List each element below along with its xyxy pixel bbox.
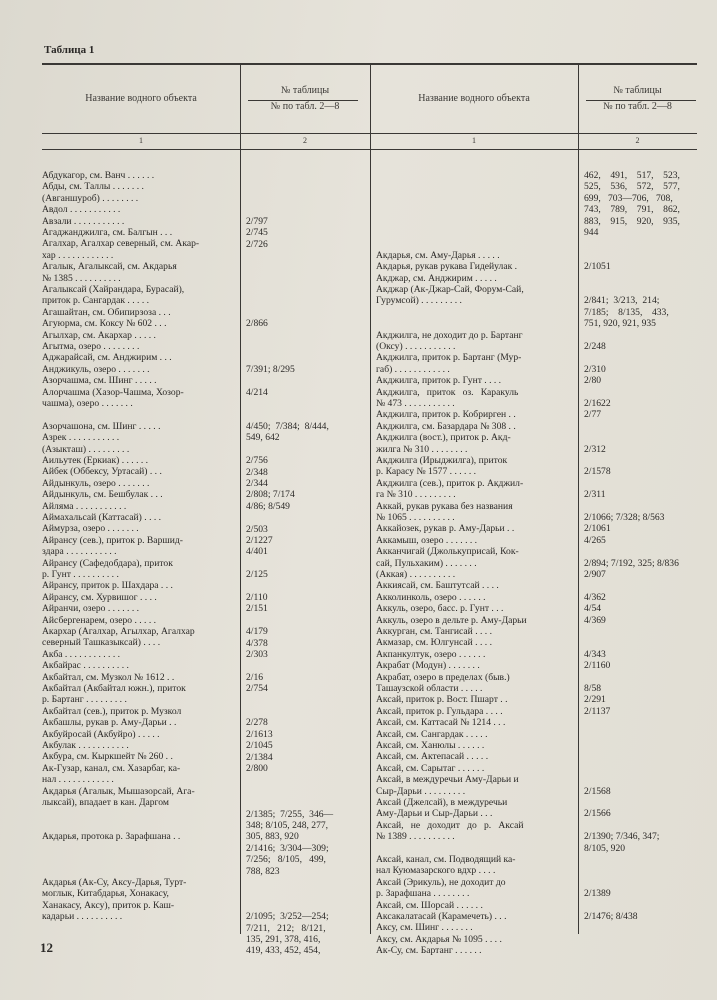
colnum-left-2: 2 <box>303 136 307 145</box>
entry-name-line: Акджар, см. Анджирим . . . . . <box>376 272 497 284</box>
entry-name-line: Акбайтал, см. Музкол № 1612 . . <box>42 671 175 683</box>
entry-name-line: Ханакасу, Аксу), приток р. Каш- <box>42 899 175 911</box>
entry-ref-line: 2/348 <box>246 466 268 478</box>
header-table-left-2: № по табл. 2—8 <box>270 101 340 112</box>
entry-name-line: (Авганшуроб) . . . . . . . . <box>42 192 139 204</box>
entry-name-line: № 1065 . . . . . . . . . . <box>376 512 455 523</box>
entry-name-line: Анджикуль, озеро . . . . . . . <box>42 363 150 375</box>
entry-name-line: Аджарайсай, см. Анджирим . . . <box>42 352 172 364</box>
colnum-right-1: 1 <box>472 136 476 145</box>
entry-name-line: Аксай, см. Ханюлы . . . . . . <box>376 740 485 751</box>
entry-name-line: северный Ташказыксай) . . . . <box>42 637 161 649</box>
entry-name-line: Гурумсой) . . . . . . . . . <box>376 295 462 307</box>
entry-name-line: лыксай), впадает в кан. Даргом <box>42 797 169 808</box>
entry-name-line: Акдарья (Агалык, Мышазорсай, Ага- <box>42 785 195 797</box>
entry-name-line: Акджилга, см. Базардара № 308 . . <box>376 420 516 432</box>
entry-name-line: р. Зарафшана . . . . . . . . <box>376 888 470 900</box>
entry-name-line: габ) . . . . . . . . . . . . <box>376 363 450 375</box>
entry-ref-line: 2/503 <box>246 523 268 535</box>
entry-ref-line: 2/841; 3/213, 214; <box>584 295 660 307</box>
entry-ref-line: 419, 433, 452, 454, <box>246 945 321 957</box>
entry-name-line: р. Карасу № 1577 . . . . . . <box>376 466 477 478</box>
entry-ref-line: 788, 823 <box>246 865 280 877</box>
entry-name-line: Абдукагор, см. Ванч . . . . . . <box>42 170 155 181</box>
header-table-left-1: № таблицы <box>280 85 330 96</box>
entry-name-line: Азорчашона, см. Шинг . . . . . <box>42 420 161 432</box>
entry-name-line: Акбура, см. Кыркшейт № 260 . . <box>42 751 173 763</box>
entry-name-line: № 473 . . . . . . . . . . . <box>376 398 455 409</box>
entry-ref-line: 2/808; 7/174 <box>246 489 295 501</box>
entry-name-line: Сыр-Дарьи . . . . . . . . . <box>376 785 466 797</box>
entry-name-line: Айрансу (сев.), приток р. Варшид- <box>42 534 183 546</box>
entry-name-line: (Оксу) . . . . . . . . . . . <box>376 341 456 352</box>
header-table-right-2: № по табл. 2—8 <box>603 101 672 112</box>
entry-ref-line: 7/211, 212; 8/121, <box>246 922 326 934</box>
entry-ref-line: 2/312 <box>584 443 606 455</box>
entry-ref-line: 2/1095; 3/252—254; <box>246 911 329 923</box>
entry-ref-line: 2/1227 <box>246 535 273 546</box>
entry-ref-line: 2/756 <box>246 455 268 467</box>
entry-ref-line: 4/54 <box>584 603 602 615</box>
left-names-column <box>42 170 238 930</box>
entry-name-line: Айранчи, озеро . . . . . . . <box>42 603 140 615</box>
entry-name-line: Аймурза, озеро . . . . . . . <box>42 523 139 535</box>
entry-ref-line: 135, 291, 378, 416, <box>246 934 321 945</box>
entry-ref-line: 2/1137 <box>584 705 611 717</box>
entry-name-line: Аксай, приток р. Вост. Пшарт . . <box>376 694 508 706</box>
entry-name-line: Акархар (Агалхар, Агылхар, Агалхар <box>42 626 195 637</box>
entry-ref-line: 2/1578 <box>584 466 611 478</box>
entry-name-line: Азрек . . . . . . . . . . . <box>42 432 120 444</box>
entry-name-line: Аксай, см. Сарытаг . . . . . . <box>376 762 485 774</box>
entry-ref-line: 4/86; 8/549 <box>246 500 290 512</box>
entry-name-line: нал Куюмазарского вдхр . . . . <box>376 865 496 877</box>
entry-ref-line: 2/1051 <box>584 261 611 273</box>
entry-name-line: приток р. Сангардак . . . . . <box>42 295 150 307</box>
entry-name-line: Аксай, см. Каттасай № 1214 . . . <box>376 717 506 729</box>
divider-left-refs <box>240 64 241 934</box>
entry-ref-line: 462, 491, 517, 523, <box>584 170 680 181</box>
entry-ref-line: 2/1613 <box>246 728 273 740</box>
entry-name-line: Акбайтал (Акбайтал южн.), приток <box>42 683 186 694</box>
entry-name-line: Акдарья (Ак-Су, Аксу-Дарья, Турт- <box>42 876 187 888</box>
entry-name-line: Айдынкуль, см. Бешбулак . . . <box>42 489 163 501</box>
entry-name-line: Аксакалатасай (Карамечеть) . . . <box>376 911 507 922</box>
entry-name-line: Аильутек (Еркиак) . . . . . . <box>42 455 149 466</box>
entry-name-line: Айдынкуль, озеро . . . . . . . <box>42 477 150 489</box>
entry-name-line: Акколинколь, озеро . . . . . . <box>376 591 486 603</box>
entry-name-line: сай, Пульхаким) . . . . . . . <box>376 557 477 569</box>
entry-ref-line: 2/1160 <box>584 660 611 672</box>
entry-name-line: Агалык, Агалыксай, см. Акдарья <box>42 261 177 273</box>
entry-name-line: Акбайтал (сев.), приток р. Музкол <box>42 705 182 717</box>
entry-ref-line: 2/754 <box>246 683 268 695</box>
entry-ref-line: 2/726 <box>246 238 268 250</box>
header-name-right: Название водного объекта <box>418 93 530 104</box>
entry-ref-line: 883, 915, 920, 935, <box>584 215 680 227</box>
entry-ref-line: 699, 703—706, 708, <box>584 192 673 204</box>
entry-ref-line: 4/369 <box>584 614 606 626</box>
entry-name-line: Ак-Су, см. Бартанг . . . . . . <box>376 945 482 957</box>
entry-ref-line: 2/894; 7/192, 325; 8/836 <box>584 557 679 569</box>
entry-ref-line: 2/907 <box>584 569 606 580</box>
entry-name-line: Аксу, см. Шинг . . . . . . . <box>376 922 473 934</box>
entry-ref-line: 549, 642 <box>246 432 280 444</box>
entry-name-line: Акджилга, приток р. Бартанг (Мур- <box>376 352 522 364</box>
page-number: 12 <box>40 940 53 955</box>
entry-ref-line: 2/77 <box>584 409 602 421</box>
entry-name-line: Агалхар, Агалхар северный, см. Акар- <box>42 238 200 250</box>
entry-ref-line: 4/362 <box>584 591 606 603</box>
entry-ref-line: 4/343 <box>584 648 606 660</box>
entry-name-line: Агуюрма, см. Коксу № 602 . . . <box>42 318 167 330</box>
entry-name-line: Акбуйросай (Акбуйро) . . . . . <box>42 728 160 740</box>
entry-name-line: № 1385 . . . . . . . . . . <box>42 272 121 284</box>
entry-name-line: Авдол . . . . . . . . . . . <box>42 204 121 216</box>
entry-name-line: Акджилга, приток оз. Каракуль <box>376 386 519 398</box>
divider-right-refs <box>578 64 579 934</box>
entry-name-line: Айрансу, см. Хурвишог . . . . <box>42 591 157 603</box>
entry-name-line: Акджилга, не доходит до р. Бартанг <box>376 329 523 341</box>
entry-name-line: Агытма, озеро . . . . . . . . <box>42 341 140 352</box>
entry-name-line: Агылхар, см. Акархар . . . . . <box>42 329 156 341</box>
entry-name-line: Авзали . . . . . . . . . . . <box>42 215 125 227</box>
entry-ref-line: 2/1568 <box>584 785 611 797</box>
entry-name-line: Акджилга (сев.), приток р. Акджил- <box>376 477 524 489</box>
entry-name-line: р. Гунт . . . . . . . . . . <box>42 569 119 580</box>
entry-name-line: Аксай, не доходит до р. Аксай <box>376 819 524 831</box>
entry-name-line: Аксай, канал, см. Подводящий ка- <box>376 854 516 865</box>
entry-name-line: Аксу, см. Акдарья № 1095 . . . . <box>376 933 502 945</box>
entry-name-line: Акджилга, приток р. Гунт . . . . <box>376 375 502 387</box>
entry-ref-line: 2/1390; 7/346, 347; <box>584 831 660 843</box>
entry-name-line: кадарьи . . . . . . . . . . <box>42 911 123 922</box>
entry-name-line: Акбайрас . . . . . . . . . . <box>42 660 129 672</box>
entry-name-line: (Азыкташ) . . . . . . . . . <box>42 443 130 455</box>
entry-name-line: Аксай, см. Сангардак . . . . . <box>376 728 488 740</box>
entry-ref-line: 2/125 <box>246 569 268 581</box>
entry-ref-line: 7/391; 8/295 <box>246 364 295 375</box>
entry-ref-line: 2/1476; 8/438 <box>584 911 638 922</box>
entry-name-line: га № 310 . . . . . . . . . <box>376 489 456 501</box>
entry-name-line: Акдарья, протока р. Зарафшана . . <box>42 831 181 843</box>
divider-middle <box>370 64 371 934</box>
entry-name-line: Азорчашма, см. Шинг . . . . . <box>42 375 157 387</box>
entry-ref-line: 2/1385; 7/255, 346— <box>246 808 334 820</box>
entry-name-line: Акджилга (Ирыджилга), приток <box>376 455 508 466</box>
entry-ref-line: 2/1622 <box>584 398 611 409</box>
entry-name-line: Аму-Дарьи и Сыр-Дарьи . . . <box>376 808 493 820</box>
entry-ref-line: 4/401 <box>246 546 268 558</box>
entry-name-line: жилга № 310 . . . . . . . . <box>376 443 468 455</box>
entry-ref-line: 2/797 <box>246 215 268 227</box>
entry-name-line: Аккуль, озеро в дельте р. Аму-Дарьи <box>376 614 527 626</box>
entry-name-line: здара . . . . . . . . . . . <box>42 546 117 558</box>
entry-name-line: Аккай, рукав рукава без названия <box>376 500 513 512</box>
entry-ref-line: 751, 920, 921, 935 <box>584 318 656 330</box>
entry-name-line: Абды, см. Таллы . . . . . . . <box>42 181 144 193</box>
entry-name-line: Акрабат (Модун) . . . . . . . <box>376 660 480 672</box>
entry-ref-line: 2/1566 <box>584 808 611 820</box>
entry-name-line: Аксай (Эрикуль), не доходит до <box>376 876 506 888</box>
entry-name-line: Аккуль, озеро, басс. р. Гунт . . . <box>376 603 504 615</box>
entry-ref-line: 2/866 <box>246 318 268 330</box>
entry-name-line: Айрансу, приток р. Шахдара . . . <box>42 580 173 592</box>
entry-name-line: Аккамыш, озеро . . . . . . . <box>376 534 478 546</box>
entry-ref-line: 525, 536, 572, 577, <box>584 181 680 193</box>
entry-ref-line: 944 <box>584 227 599 238</box>
colnum-left-1: 1 <box>139 136 143 145</box>
entry-name-line: Аксай (Джелсай), в междуречьи <box>376 797 508 808</box>
entry-ref-line: 2/1045 <box>246 740 273 752</box>
entry-name-line: Акдарья, см. Аму-Дарья . . . . . <box>376 249 500 261</box>
entry-ref-line: 2/1061 <box>584 523 611 535</box>
entry-name-line: Ак-Гузар, канал, см. Хазарбаг, ка- <box>42 762 181 774</box>
entry-name-line: Акдарья, рукав рукава Гидейулак . <box>376 261 518 273</box>
entry-name-line: хар . . . . . . . . . . . . <box>42 249 114 261</box>
entry-ref-line: 4/265 <box>584 534 606 546</box>
entry-name-line: Аксай, приток р. Гульдара . . . . <box>376 705 503 717</box>
entry-name-line: Аккиясай, см. Баштутсай . . . . <box>376 580 499 592</box>
entry-name-line: Акрабат, озеро в пределах (быв.) <box>376 671 510 683</box>
entry-ref-line: 305, 883, 920 <box>246 831 299 843</box>
header-name-left: Название водного объекта <box>85 93 197 104</box>
entry-ref-line: 2/291 <box>584 694 606 706</box>
entry-name-line: Аксай, см. Шорсай . . . . . . <box>376 899 483 911</box>
entry-name-line: моглык, Китабдарья, Хонакасу, <box>42 888 169 900</box>
table-title: Таблица 1 <box>44 44 95 56</box>
entry-name-line: Акканчигай (Джолькуприсай, Кок- <box>376 546 519 558</box>
entry-name-line: Акджилга (вост.), приток р. Акд- <box>376 432 511 444</box>
entry-name-line: нал . . . . . . . . . . . . <box>42 774 114 786</box>
entry-name-line: Ташаузской области . . . . . <box>376 683 483 694</box>
entry-name-line: Агаджанджилга, см. Балгын . . . <box>42 227 173 238</box>
entry-name-line: Айбек (Оббексу, Уртасай) . . . <box>42 466 162 478</box>
entry-name-line: Акбашлы, рукав р. Аму-Дарьи . . <box>42 717 177 729</box>
entry-ref-line: 2/1066; 7/328; 8/563 <box>584 512 665 523</box>
entry-name-line: р. Бартанг . . . . . . . . . <box>42 694 127 706</box>
entry-ref-line: 2/16 <box>246 671 264 683</box>
entry-name-line: Акба . . . . . . . . . . . . <box>42 648 121 660</box>
colnum-right-2: 2 <box>635 136 640 145</box>
entry-name-line: Аксай, см. Актепасай . . . . . <box>376 751 489 763</box>
entry-name-line: чашма), озеро . . . . . . . <box>42 398 133 409</box>
entry-ref-line: 2/344 <box>246 478 268 489</box>
entry-ref-line: 348; 8/105, 248, 277, <box>246 820 329 831</box>
entry-ref-line: 8/105, 920 <box>584 842 626 854</box>
entry-ref-line: 4/179 <box>246 626 268 638</box>
entry-ref-line: 2/80 <box>584 375 602 387</box>
entry-ref-line: 2/1416; 3/304—309; <box>246 842 329 854</box>
entry-name-line: Акджар (Ак-Джар-Сай, Форум-Сай, <box>376 284 524 295</box>
entry-ref-line: 7/256; 8/105, 499, <box>246 854 326 866</box>
entry-ref-line: 2/745 <box>246 227 268 239</box>
entry-name-line: № 1389 . . . . . . . . . . <box>376 831 455 843</box>
entry-name-line: Аксай, в междуречьи Аму-Дарьи и <box>376 774 519 786</box>
entry-name-line: Айляма . . . . . . . . . . . <box>42 500 127 512</box>
entry-ref-line: 4/450; 7/384; 8/444, <box>246 421 329 432</box>
entry-ref-line: 743, 789, 791, 862, <box>584 204 680 216</box>
entry-name-line: (Аккая) . . . . . . . . . . <box>376 569 456 580</box>
entry-ref-line: 2/110 <box>246 592 268 603</box>
entry-name-line: Аккурган, см. Тангисай . . . . <box>376 626 492 637</box>
entry-name-line: Аккайозек, рукав р. Аму-Дарьи . . <box>376 523 515 535</box>
entry-name-line: Акбулак . . . . . . . . . . . <box>42 740 129 751</box>
entry-ref-line: 4/378 <box>246 637 268 649</box>
entry-ref-line: 7/185; 8/135, 433, <box>584 306 669 318</box>
entry-ref-line: 2/248 <box>584 341 606 352</box>
header-table-right-1: № таблицы <box>613 85 662 96</box>
entry-ref-line: 8/58 <box>584 683 602 694</box>
right-names-column <box>376 170 576 957</box>
entry-ref-line: 2/278 <box>246 717 268 729</box>
entry-name-line: Акджилга, приток р. Кобрирген . . <box>376 409 516 421</box>
entry-ref-line: 2/800 <box>246 763 268 774</box>
entry-name-line: Акпанкултук, озеро . . . . . . <box>376 648 486 660</box>
entry-ref-line: 2/311 <box>584 489 606 501</box>
entry-ref-line: 2/151 <box>246 603 268 615</box>
left-refs-column <box>246 193 368 957</box>
entry-ref-line: 2/1389 <box>584 888 611 900</box>
entry-ref-line: 4/214 <box>246 386 268 398</box>
entry-name-line: Айсбергенарем, озеро . . . . . <box>42 614 157 626</box>
entry-name-line: Агалыксай (Хайрандара, Бурасай), <box>42 284 185 295</box>
right-refs-column <box>584 170 696 922</box>
entry-name-line: Агашайтан, см. Обипирзоза . . . <box>42 306 171 318</box>
entry-ref-line: 2/1384 <box>246 751 273 763</box>
entry-ref-line: 2/303 <box>246 649 268 660</box>
entry-name-line: Айрансу (Сафедобдара), приток <box>42 557 173 569</box>
entry-name-line: Алорчашма (Хазор-Чашма, Хозор- <box>42 386 184 398</box>
entry-name-line: Аймахальсай (Каттасай) . . . . <box>42 512 162 523</box>
entry-ref-line: 2/310 <box>584 363 606 375</box>
entry-name-line: Акмазар, см. Юлгунсай . . . . <box>376 637 492 649</box>
